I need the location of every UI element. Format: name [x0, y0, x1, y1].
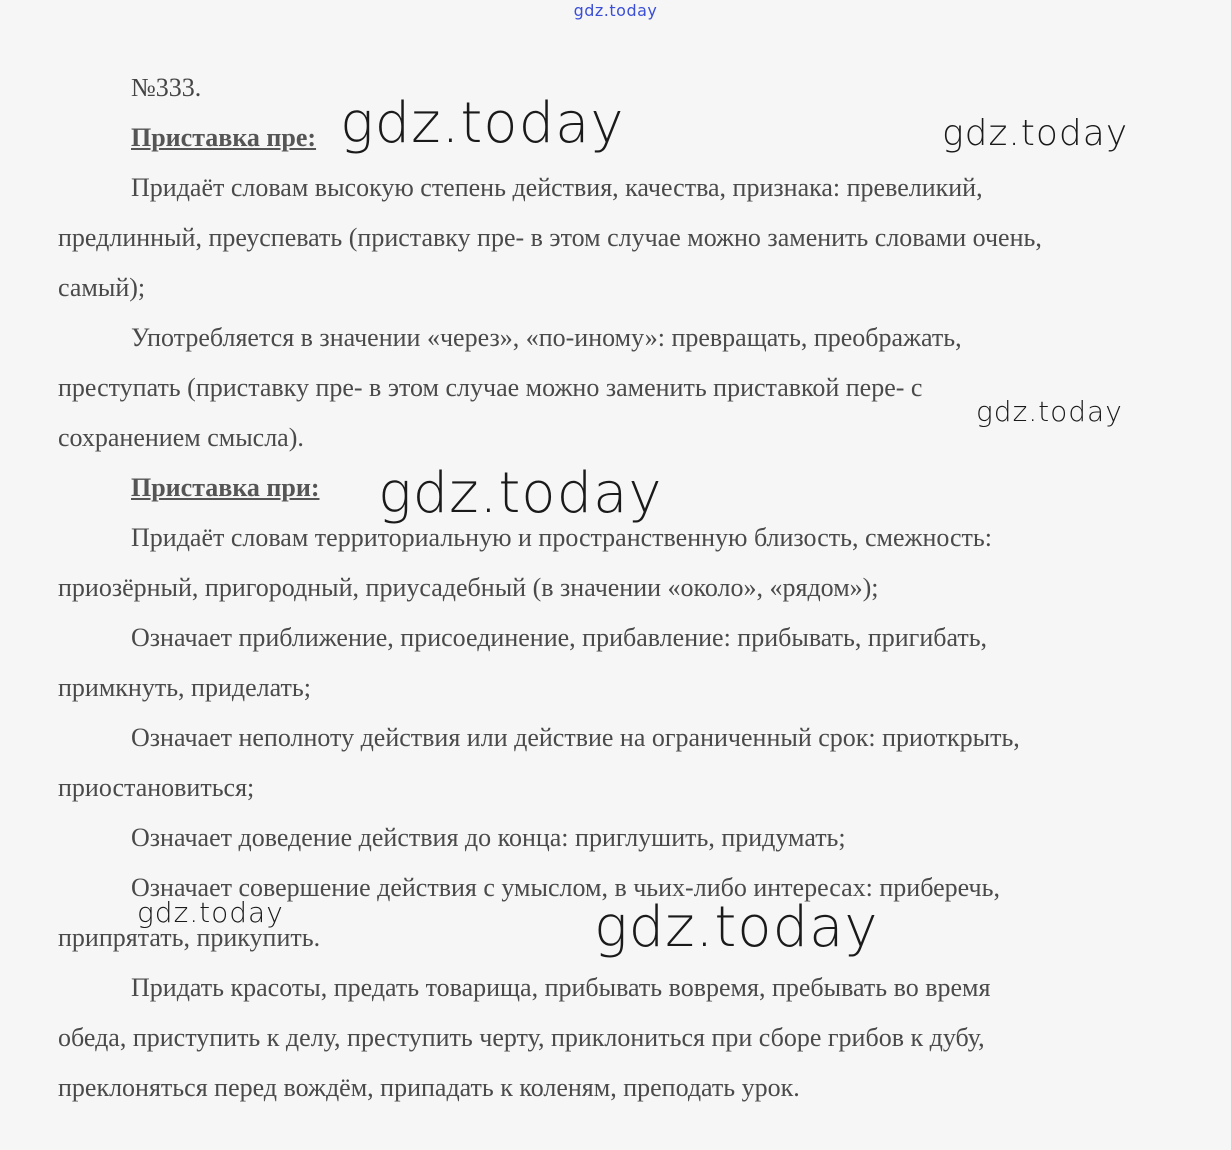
- watermark: gdz.today: [942, 113, 1129, 154]
- paragraph-line: приозёрный, пригородный, приусадебный (в значении «около», «рядом»);: [58, 573, 879, 602]
- paragraph-line: преклоняться перед вождём, припадать к коленям, преподать урок.: [58, 1073, 800, 1102]
- site-link[interactable]: gdz.today: [573, 1, 658, 20]
- paragraph-line: Означает совершение действия с умыслом, в чьих-либо интересах: приберечь,: [131, 873, 1000, 902]
- section-heading-pre: Приставка пре:: [131, 123, 317, 152]
- paragraph-line: Означает неполноту действия или действие на ограниченный срок: приоткрыть,: [131, 723, 1020, 752]
- paragraph-line: Придаёт словам территориальную и пространственную близость, смежность:: [131, 523, 992, 552]
- watermark: gdz.today: [594, 895, 879, 960]
- paragraph-line: преступать (приставку пре- в этом случае можно заменить приставкой пере- с: [58, 373, 923, 402]
- watermark: gdz.today: [137, 896, 284, 929]
- paragraph-line: обеда, приступить к делу, преступить черту, приклониться при сборе грибов к дубу,: [58, 1023, 985, 1052]
- paragraph-line: Придать красоты, предать товарища, прибывать вовремя, пребывать во время: [131, 973, 991, 1002]
- paragraph-line: предлинный, преуспевать (приставку пре- в этом случае можно заменить словами очень,: [58, 223, 1042, 252]
- paragraph-line: Придаёт словам высокую степень действия, качества, признака: превеликий,: [131, 173, 983, 202]
- paragraph-line: Означает приближение, присоединение, прибавление: прибывать, пригибать,: [131, 623, 988, 652]
- watermark: gdz.today: [340, 91, 625, 156]
- paragraph-line: припрятать, прикупить.: [58, 923, 321, 952]
- paragraph-line: Означает доведение действия до конца: приглушить, придумать;: [131, 823, 846, 852]
- paragraph-line: приостановиться;: [58, 773, 255, 802]
- watermark: gdz.today: [378, 461, 663, 526]
- exercise-number: №333.: [131, 73, 202, 102]
- paragraph-line: примкнуть, приделать;: [58, 673, 311, 702]
- paragraph-line: самый);: [58, 273, 146, 302]
- paragraph-line: сохранением смысла).: [58, 423, 304, 452]
- section-heading-pri: Приставка при:: [131, 473, 320, 502]
- paragraph-line: Употребляется в значении «через», «по-иному»: превращать, преображать,: [131, 323, 962, 352]
- watermark: gdz.today: [976, 395, 1123, 428]
